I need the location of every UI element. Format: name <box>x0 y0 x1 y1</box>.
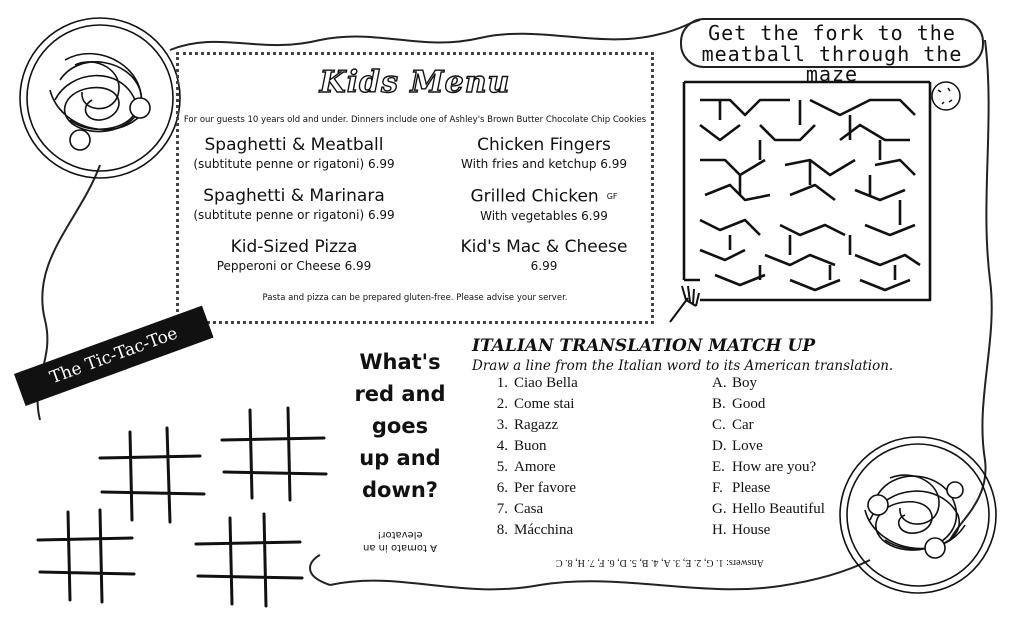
gluten-free-badge: GF <box>606 192 618 201</box>
maze-instruction-line: Get the fork to the <box>708 21 956 45</box>
english-word: D. Love <box>712 438 763 454</box>
maze-instruction-line: meatball through the maze <box>701 42 963 86</box>
menu-item-desc: With fries and ketchup 6.99 <box>461 157 627 171</box>
italian-word: 5. Amore <box>496 459 556 475</box>
meatball-icon <box>932 82 960 110</box>
tic-tac-toe-grid <box>100 428 204 522</box>
english-word: H. House <box>712 522 771 538</box>
menu-item-desc: 6.99 <box>530 259 558 273</box>
italian-word: 4. Buon <box>496 438 547 454</box>
riddle-answer: A tomato in an elevator! <box>363 529 437 553</box>
riddle-line: red and <box>354 382 446 406</box>
menu-item-name: Spaghetti & Marinara <box>203 186 385 206</box>
english-word-list <box>712 373 825 541</box>
english-word: E. How are you? <box>712 459 817 475</box>
italian-word: 8. Mácchina <box>496 522 574 538</box>
translation-title: ITALIAN TRANSLATION MATCH UP <box>472 336 816 356</box>
menu-item <box>429 237 659 274</box>
riddle-question <box>350 346 450 506</box>
menu-item-name: Kid's Mac & Cheese <box>460 237 628 257</box>
menu-item <box>429 186 659 224</box>
maze <box>684 82 930 300</box>
italian-word: 1. Ciao Bella <box>496 375 578 391</box>
kids-menu <box>176 52 654 324</box>
english-word: G. Hello Beautiful <box>712 501 825 517</box>
menu-footer: Pasta and pizza can be prepared gluten-free. Please advise your server. <box>262 293 568 303</box>
menu-intro: For our guests 10 years old and under. Dinners include one of Ashley's Brown Butter Chocolate Chip Cookies <box>183 115 647 125</box>
riddle-line: goes <box>371 414 429 438</box>
tic-tac-toe-grid <box>222 408 326 500</box>
menu-item <box>429 135 659 172</box>
english-word: F. Please <box>712 480 771 496</box>
riddle-line: up and <box>359 446 441 470</box>
menu-item <box>179 186 409 223</box>
menu-item <box>179 237 409 274</box>
menu-item-name: Kid-Sized Pizza <box>230 237 358 257</box>
italian-word: 6. Per favore <box>496 480 577 496</box>
spaghetti-plate-icon <box>20 18 180 178</box>
tic-tac-toe-grid <box>196 514 302 606</box>
tic-tac-toe-label: The Tic-Tac-Toe Corner <box>14 306 214 406</box>
riddle-line: down? <box>362 478 438 502</box>
menu-item-desc: (subtitute penne or rigatoni) 6.99 <box>193 208 395 222</box>
menu-title: Kids Menu <box>319 65 511 100</box>
fork-icon <box>670 286 699 322</box>
maze-instructions <box>680 18 984 86</box>
translation-subtitle: Draw a line from the Italian word to its American translation. <box>472 358 894 374</box>
spaghetti-plate-icon <box>840 437 996 593</box>
english-word: C. Car <box>712 417 754 433</box>
riddle-line: What's <box>359 350 441 374</box>
menu-item-name: Spaghetti & Meatball <box>204 135 384 155</box>
italian-word: 2. Come stai <box>496 396 575 412</box>
translation-answers: Answers: 1. G, 2. E, 3. A, 4. B, 5. D, 6. F, 7. H, 8. C <box>556 557 764 568</box>
menu-item-name: Grilled Chicken <box>470 186 599 207</box>
italian-word: 7. Casa <box>496 501 544 517</box>
tic-tac-toe-grid <box>38 510 134 602</box>
menu-item-desc: Pepperoni or Cheese 6.99 <box>216 259 372 273</box>
italian-word-list <box>484 373 578 541</box>
menu-item-desc: (subtitute penne or rigatoni) 6.99 <box>193 157 395 171</box>
tic-tac-toe-grids <box>38 408 326 606</box>
menu-item-name: Chicken Fingers <box>477 135 611 155</box>
italian-word: 3. Ragazz <box>496 417 559 433</box>
english-word: B. Good <box>712 396 766 412</box>
english-word: A. Boy <box>712 375 758 391</box>
menu-item <box>179 135 409 172</box>
menu-item-desc: With vegetables 6.99 <box>480 208 608 223</box>
